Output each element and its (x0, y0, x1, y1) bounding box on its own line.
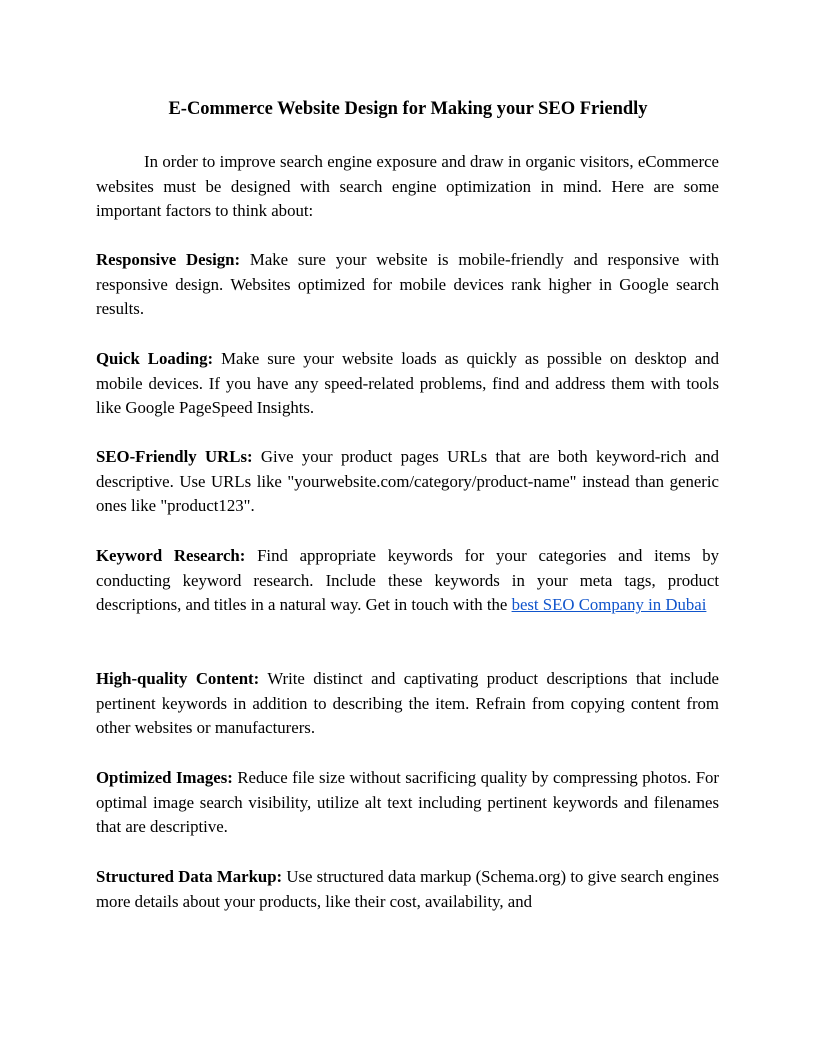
section-body: Write distinct and captivating product descriptions that include pertinent keywords in addition to describing the item. Refrain from copying content from other websites or manufacturers. (96, 669, 719, 738)
section-structured-data-markup (96, 865, 719, 914)
section-body: Give your product pages URLs that are both keyword-rich and descriptive. Use URLs like "yourwebsite.com/category/product-name" instead than generic ones like "product123". (96, 447, 719, 516)
document-title: E-Commerce Website Design for Making your SEO Friendly (168, 99, 648, 119)
section-body: Reduce file size without sacrificing quality by compressing photos. For optimal image search visibility, utilize alt text including pertinent keywords and filenames that are descriptive. (96, 768, 720, 837)
section-heading: Responsive Design: (96, 250, 241, 269)
section-body: Find appropriate keywords for your categories and items by conducting keyword research. Include these keywords in your meta tags, product descriptions, and titles in a natural way. Get in touch with the (96, 546, 719, 615)
section-heading: Keyword Research: (96, 546, 246, 565)
section-heading: Optimized Images: (96, 768, 233, 787)
section-heading: Quick Loading: (96, 349, 214, 368)
section-quick-loading (96, 347, 719, 421)
section-heading: High-quality Content: (96, 669, 260, 688)
section-heading: Structured Data Markup: (96, 867, 283, 886)
section-body: Use structured data markup (Schema.org) to give search engines more details about your products, like their cost, availability, and (96, 867, 719, 911)
section-heading: SEO-Friendly URLs: (96, 447, 253, 466)
section-body: Make sure your website is mobile-friendly and responsive with responsive design. Websites optimized for mobile devices rank higher in Google search results. (96, 250, 719, 319)
section-responsive-design (96, 248, 719, 322)
section-seo-friendly-urls (96, 445, 719, 519)
seo-company-link[interactable]: best SEO Company in Dubai (511, 595, 707, 615)
intro-paragraph: In order to improve search engine exposure and draw in organic visitors, eCommerce websites must be designed with search engine optimization in mind. Here are some important factors to think about: (96, 152, 719, 221)
section-keyword-research (96, 544, 719, 618)
section-optimized-images (96, 766, 719, 840)
section-body: Make sure your website loads as quickly as possible on desktop and mobile devices. If you have any speed-related problems, find and address them with tools like Google PageSpeed Insights. (96, 349, 719, 418)
section-high-quality-content (96, 667, 719, 741)
